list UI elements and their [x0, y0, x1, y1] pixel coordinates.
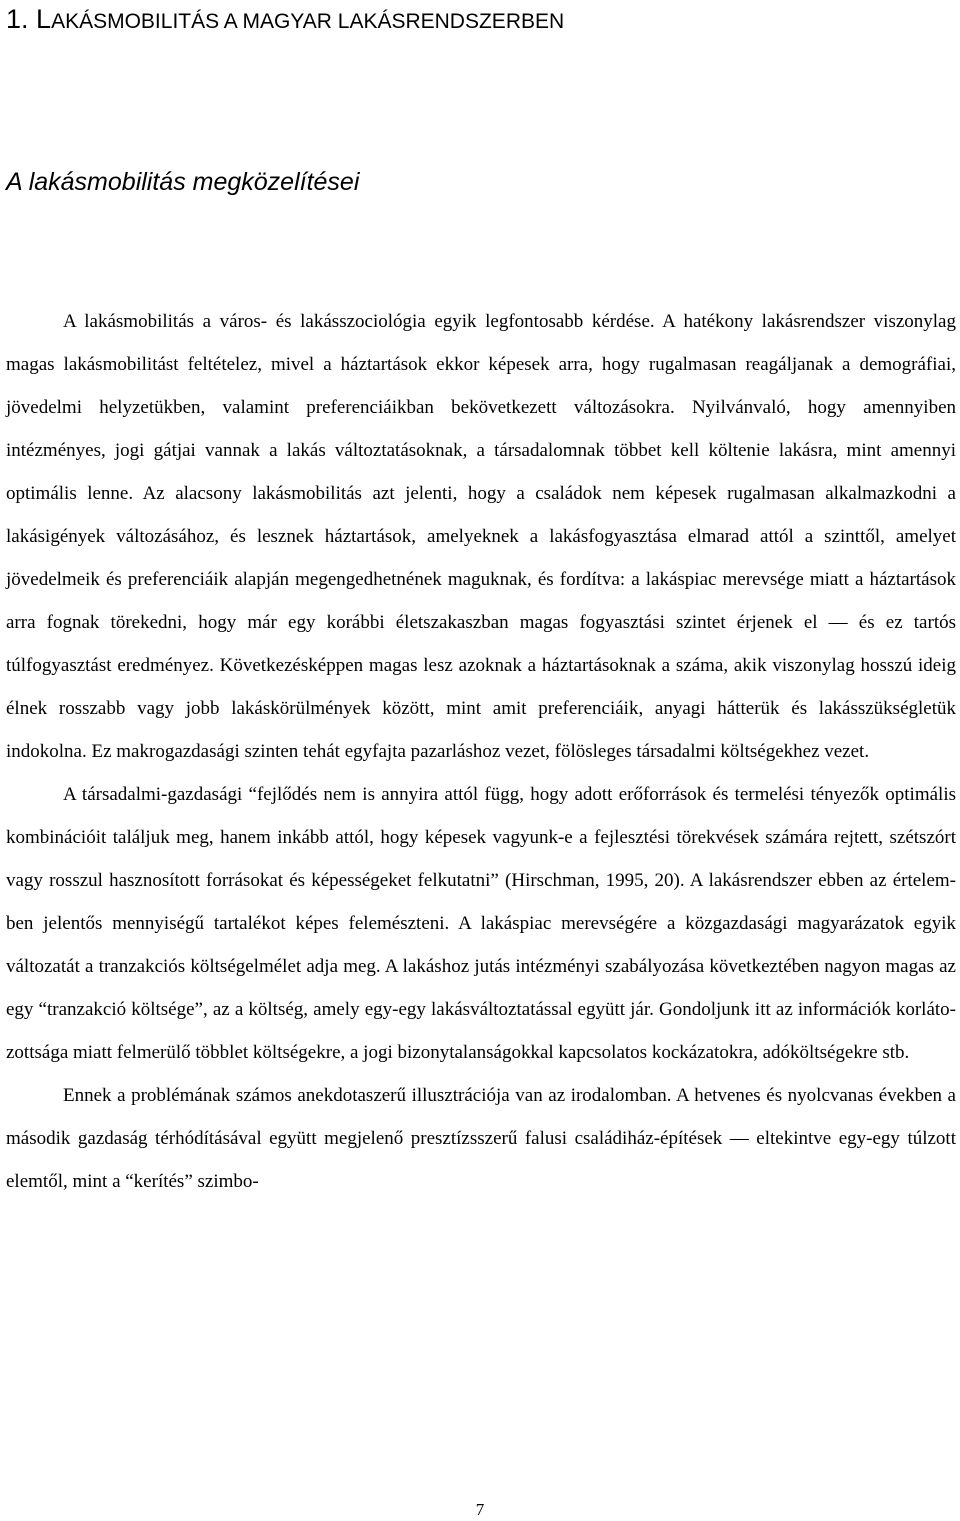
body-text	[6, 300, 956, 1203]
section-heading: A lakásmobilitás megközelítései	[6, 168, 360, 196]
paragraph-2: A társadalmi-gazdasági “fejlődés nem is annyira attól függ, hogy adott erőforrások és termelési tényezők optimális kombinációit találjuk meg, hanem inkább attól, hogy képesek vagyunk-e a fejlesztési törekvések számára rejtett, szétszórt vagy rosszul hasznosított forrásokat és képességeket felkutatni” (Hirschman, 1995, 20). A lakásrendszer ebben az értelemben jelentős mennyiségű tartalékot képes felemészteni. A lakáspiac merevségére a közgazdasági magyarázatok egyik változatát a tranzakciós költségelmélet adja meg. A lakáshoz jutás intézményi szabályozása következtében nagyon magas az egy “tranzakció költsége”, az a költség, amely egy-egy lakásváltoztatással együtt jár. Gondoljunk itt az információk korlátozottsága miatt felmerülő többlet költségekre, a jogi bizonytalanságokkal kapcsolatos kockázatokra, adóköltségekre stb.	[6, 784, 956, 1063]
chapter-number: 1.	[6, 4, 37, 34]
paragraph-1: A lakásmobilitás a város- és lakásszociológia egyik legfontosabb kérdése. A hatékony lakásrendszer viszonylag magas lakásmobilitást feltételez, mivel a háztartások ekkor képesek arra, hogy rugalmasan reagáljanak a demográfiai, jövedelmi helyzetükben, valamint preferenciáikban bekövetkezett változásokra. Nyilvánvaló, hogy amennyiben intézményes, jogi gátjai vannak a lakás változtatásoknak, a társadalomnak többet kell költenie lakásra, mint amennyi optimális lenne. Az alacsony lakásmobilitás azt jelenti, hogy a családok nem képesek rugalmasan alkalmazkodni a lakásigények változásához, és lesznek háztartások, amelyeknek a lakásfogyasztása elmarad attól a szinttől, amelyet jövedelmeik és preferenciáik alapján megengedhetnének maguknak, és fordítva: a lakáspiac merevsége miatt a háztartások arra fognak törekedni, hogy már egy korábbi életszakaszban magas fogyasztási szintet érjenek el — és ez tartós túlfogyasztást eredményez. Következésképpen magas lesz azoknak a háztartásoknak a száma, akik viszonylag hosszú ideig élnek rosszabb vagy jobb lakáskörülmények között, mint amit preferenciáik, anyagi hátterük és lakásszükségletük indokolna. Ez makrogazdasági szinten tehát egyfajta pazarláshoz vezet, fölösleges társadalmi költségekhez vezet.	[6, 311, 956, 762]
page-number: 7	[475, 1500, 485, 1519]
chapter-heading	[6, 2, 946, 39]
paragraph-3: Ennek a problémának számos anekdotaszerű illusztrációja van az irodalomban. A hetvenes és nyolcvanas években a második gazdaság térhódításával együtt megjelenő presztízsszerű falusi családiház-építések — eltekintve egy-egy túlzott elemtől, mint a “kerítés” szimbo-	[6, 1085, 956, 1192]
chapter-title-rest: AKÁSMOBILITÁS A MAGYAR LAKÁSRENDSZERBEN	[51, 10, 565, 33]
chapter-title-initial: L	[36, 4, 52, 34]
